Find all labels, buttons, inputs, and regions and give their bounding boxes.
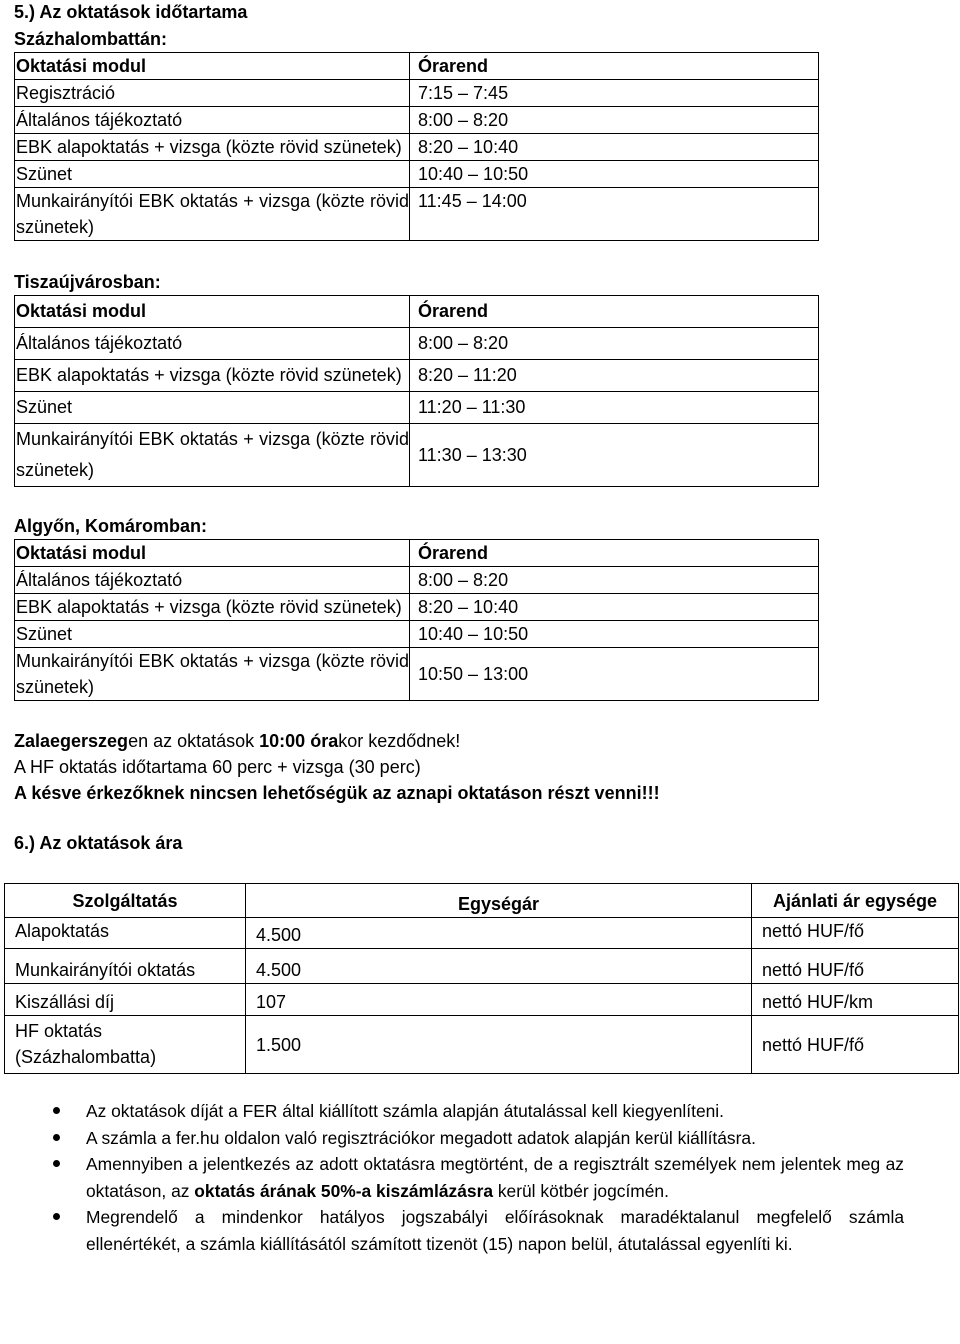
time-cell: 7:15 – 7:45 <box>410 80 819 107</box>
location-algyo-komarom: Algyőn, Komáromban: <box>14 516 208 536</box>
table-row <box>15 621 819 648</box>
table-row <box>5 949 959 984</box>
module-cell: Munkairányítói EBK oktatás + vizsga (közte rövid szünetek) <box>15 188 410 241</box>
module-cell: Szünet <box>15 392 410 424</box>
list-item <box>86 1151 904 1204</box>
module-cell: Általános tájékoztató <box>15 328 410 360</box>
schedule-table-tiszaujvaros <box>14 295 819 487</box>
note-zalaegerszeg <box>14 728 954 754</box>
schedule-table-algyo-komarom <box>14 539 819 701</box>
module-cell: Szünet <box>15 621 410 648</box>
table-header-row <box>15 540 819 567</box>
note-hf-duration: A HF oktatás időtartama 60 perc + vizsga (30 perc) <box>14 757 421 777</box>
bullet-emphasis: oktatás árának 50%-a kiszámlázásra <box>194 1180 494 1201</box>
table-row <box>15 107 819 134</box>
time-cell: 8:00 – 8:20 <box>410 328 819 360</box>
service-cell: Munkairányítói oktatás <box>5 949 246 984</box>
module-cell: EBK alapoktatás + vizsga (közte rövid szünetek) <box>15 134 410 161</box>
module-cell: EBK alapoktatás + vizsga (közte rövid szünetek) <box>15 360 410 392</box>
col-header-schedule: Órarend <box>410 53 819 80</box>
time-cell: 8:00 – 8:20 <box>410 107 819 134</box>
module-cell: Szünet <box>15 161 410 188</box>
col-header-service: Szolgáltatás <box>5 884 246 918</box>
table-row <box>15 648 819 701</box>
price-table <box>4 883 959 1074</box>
list-item: Megrendelő a mindenkor hatályos jogszabályi előírásoknak maradéktalanul megfelelő számla ellenértékét, a számla kiállításától számított tizenöt (15) napon belül, átutalással egyenlíti ki. <box>86 1204 904 1257</box>
table-header-row <box>5 884 959 918</box>
col-header-module: Oktatási modul <box>15 296 410 328</box>
table-row <box>5 984 959 1016</box>
unit-cell: nettó HUF/fő <box>752 918 959 949</box>
note-late-arrival: A késve érkezőknek nincsen lehetőségük az aznapi oktatáson részt venni!!! <box>14 783 660 803</box>
col-header-module: Oktatási modul <box>15 53 410 80</box>
module-cell: EBK alapoktatás + vizsga (közte rövid szünetek) <box>15 594 410 621</box>
col-header-offer-unit: Ajánlati ár egysége <box>752 884 959 918</box>
table-row <box>15 188 819 241</box>
time-cell: 11:30 – 13:30 <box>410 424 819 487</box>
table-row <box>15 161 819 188</box>
module-cell: Általános tájékoztató <box>15 107 410 134</box>
col-header-module: Oktatási modul <box>15 540 410 567</box>
price-cell: 4.500 <box>246 949 752 984</box>
unit-cell: nettó HUF/km <box>752 984 959 1016</box>
table-row <box>15 360 819 392</box>
table-row <box>15 80 819 107</box>
table-header-row <box>15 53 819 80</box>
service-cell: Alapoktatás <box>5 918 246 949</box>
time-cell: 11:45 – 14:00 <box>410 188 819 241</box>
price-cell: 4.500 <box>246 918 752 949</box>
notes-block <box>14 728 954 806</box>
time-cell: 10:40 – 10:50 <box>410 161 819 188</box>
note-text-end: kor kezdődnek! <box>338 731 461 751</box>
bullet-text: Amennyiben a jelentkezés az adott oktatásra megtörtént, de a regisztrált személyek nem jelentek meg az oktatáson, az <box>86 1154 904 1201</box>
module-cell: Munkairányítói EBK oktatás + vizsga (közte rövid szünetek) <box>15 424 410 487</box>
table-header-row <box>15 296 819 328</box>
col-header-schedule: Órarend <box>410 540 819 567</box>
table-row <box>15 134 819 161</box>
module-cell: Munkairányítói EBK oktatás + vizsga (közte rövid szünetek) <box>15 648 410 701</box>
schedule-table-szazhalombatta <box>14 52 819 241</box>
bullet-text-end: kerül kötbér jogcímén. <box>493 1180 669 1201</box>
payment-terms-list <box>14 1098 954 1257</box>
time-cell: 8:20 – 11:20 <box>410 360 819 392</box>
time-cell: 8:20 – 10:40 <box>410 134 819 161</box>
unit-cell: nettó HUF/fő <box>752 949 959 984</box>
module-cell: Általános tájékoztató <box>15 567 410 594</box>
list-item: Az oktatások díját a FER által kiállított számla alapján átutalással kell kiegyenlíteni. <box>86 1098 904 1125</box>
table-row <box>15 392 819 424</box>
time-cell: 8:00 – 8:20 <box>410 567 819 594</box>
list-item: A számla a fer.hu oldalon való regisztrációkor megadott adatok alapján kerül kiállításra. <box>86 1125 904 1152</box>
section-6-title: 6.) Az oktatások ára <box>14 833 183 853</box>
service-cell: HF oktatás (Százhalombatta) <box>5 1016 246 1074</box>
price-cell: 107 <box>246 984 752 1016</box>
time-cell: 11:20 – 11:30 <box>410 392 819 424</box>
price-cell: 1.500 <box>246 1016 752 1074</box>
table-row <box>15 594 819 621</box>
table-row <box>5 1016 959 1074</box>
table-row <box>5 918 959 949</box>
note-city: Zalaegerszeg <box>14 731 129 751</box>
col-header-schedule: Órarend <box>410 296 819 328</box>
location-tiszaujvaros: Tiszaújvárosban: <box>14 272 161 292</box>
service-cell: Kiszállási díj <box>5 984 246 1016</box>
unit-cell: nettó HUF/fő <box>752 1016 959 1074</box>
location-szazhalombatta: Százhalombattán: <box>14 29 168 49</box>
note-time: 10:00 óra <box>259 731 339 751</box>
col-header-unit-price: Egységár <box>246 884 752 918</box>
time-cell: 10:40 – 10:50 <box>410 621 819 648</box>
table-row <box>15 328 819 360</box>
document-page <box>14 0 954 1257</box>
section-5-title: 5.) Az oktatások időtartama <box>14 2 248 22</box>
time-cell: 8:20 – 10:40 <box>410 594 819 621</box>
time-cell: 10:50 – 13:00 <box>410 648 819 701</box>
module-cell: Regisztráció <box>15 80 410 107</box>
table-row <box>15 424 819 487</box>
note-text: en az oktatások <box>128 731 260 751</box>
table-row <box>15 567 819 594</box>
